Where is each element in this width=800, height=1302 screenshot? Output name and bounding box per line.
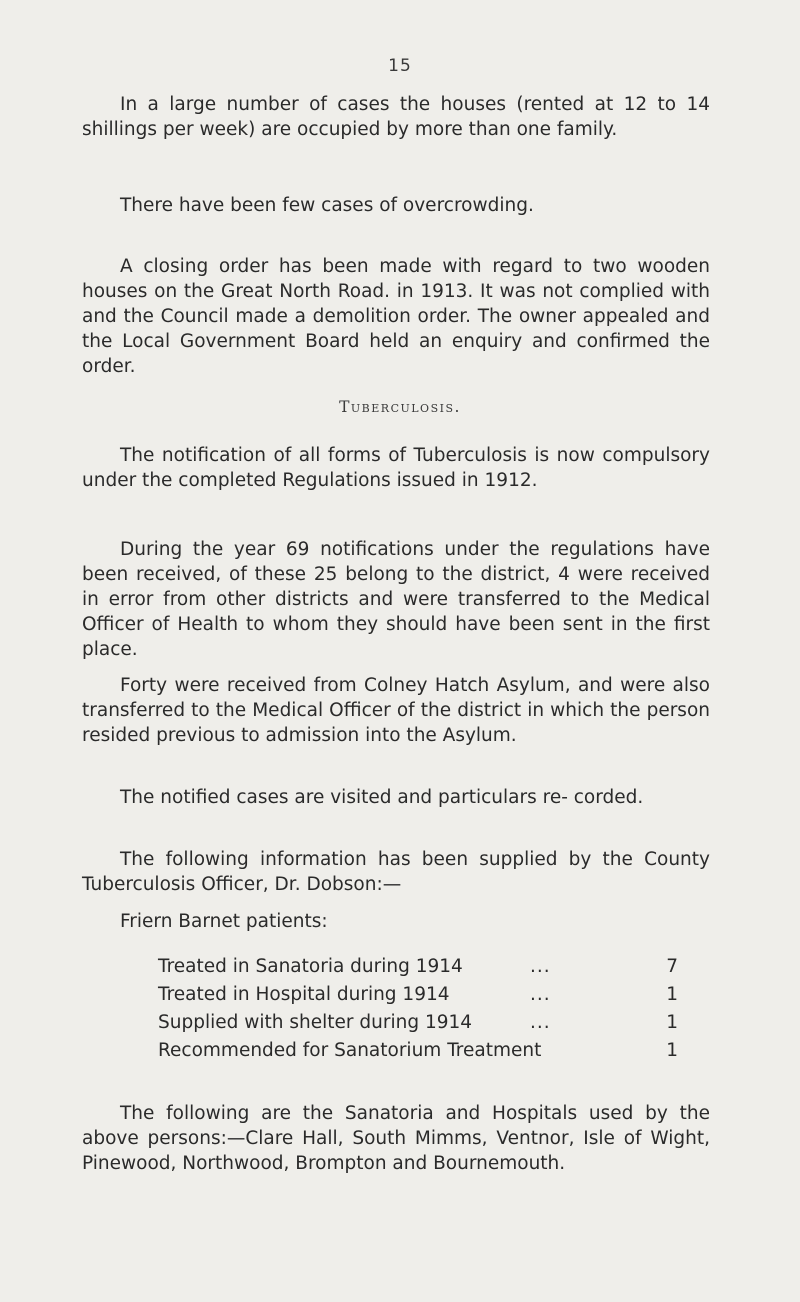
paragraph-notifications-received: During the year 69 notifications under the regulations have been received, of these 25 belong to the district, 4 were received in error from other districts and were transferred to the Medical Officer of Health to whom they should have been sent in the first place. — [82, 539, 710, 660]
stat-label: Supplied with shelter during 1914 — [158, 1012, 473, 1033]
paragraph-notification-compulsory: The notification of all forms of Tuberculosis is now compulsory under the completed Regulations issued in 1912. — [82, 445, 710, 491]
stat-value: 1 — [666, 984, 678, 1005]
patients-list-intro: Friern Barnet patients: — [120, 911, 328, 932]
stat-value: 1 — [666, 1012, 678, 1033]
paragraph-information-supplied: The following information has been supplied by the County Tuberculosis Officer, Dr. Dobson:— — [82, 849, 710, 895]
stat-leader-dots: ... — [530, 956, 551, 977]
page-number: 15 — [388, 56, 412, 76]
paragraph-sanatoria-used: The following are the Sanatoria and Hospitals used by the above persons:—Clare Hall, South Mimms, Ventnor, Isle of Wight, Pinewood, Northwood, Brompton and Bournemouth. — [82, 1103, 710, 1174]
stat-leader-dots: ... — [530, 984, 551, 1005]
stat-label: Treated in Sanatoria during 1914 — [158, 956, 463, 977]
stat-label: Recommended for Sanatorium Treatment — [158, 1040, 542, 1061]
stat-value: 1 — [666, 1040, 678, 1061]
paragraph-overcrowding: There have been few cases of overcrowding. — [120, 195, 534, 216]
paragraph-visited-cases: The notified cases are visited and particulars re- corded. — [120, 787, 644, 808]
stat-value: 7 — [666, 956, 678, 977]
paragraph-colney-hatch: Forty were received from Colney Hatch Asylum, and were also transferred to the Medical Officer of the district in which the person resided previous to admission into the Asylum. — [82, 675, 710, 746]
stat-row — [158, 954, 678, 979]
stat-row — [158, 1038, 678, 1063]
paragraph-closing-order: A closing order has been made with regard to two wooden houses on the Great North Road. in 1913. It was not complied with and the Council made a demolition order. The owner appealed and the Local Government Board held an enquiry and confirmed the order. — [82, 256, 710, 377]
stat-leader-dots: ... — [530, 1012, 551, 1033]
section-heading-tuberculosis: Tuberculosis. — [339, 398, 461, 416]
stat-label: Treated in Hospital during 1914 — [158, 984, 450, 1005]
stat-row — [158, 1010, 678, 1035]
paragraph-housing-occupancy: In a large number of cases the houses (rented at 12 to 14 shillings per week) are occupied by more than one family. — [82, 94, 710, 140]
stat-row — [158, 982, 678, 1007]
